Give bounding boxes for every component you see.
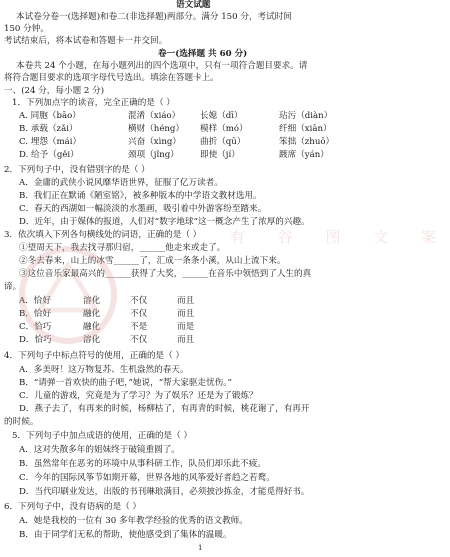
question-1-stem: 1．下列加点字的读音，完全正确的是（ ） [12,98,175,108]
q3-option-b2: 融化 [83,309,101,319]
q1-option-b3: 模样（mó） [200,124,248,134]
question-5-stem: 5．下列句子中加点成语的使用，正确的是（ ） [12,431,193,441]
q1-option-b1: B. 承载（zǎi） [19,124,78,134]
q6-option-b: B．由于同学们无私的帮助，使他感受到了集体的温暖。 [19,530,232,540]
q3-option-c2: 融化 [83,322,101,332]
volume-title: 卷一(选择题 共 60 分) [158,49,248,59]
q4-option-a: A．多美呀！这万物复苏、生机盎然的春天。 [19,365,189,375]
q1-option-a3: 长媳（dī） [200,111,243,121]
q3-option-c1: C．恰巧 [19,322,52,332]
question-4-stem: 4．下列句子中标点符号的使用，正确的是（ ） [4,351,185,361]
exam-title: 语文试题 [176,0,211,10]
q1-option-a4: 玷污（diàn） [279,111,333,121]
volume-note-1: 本卷共 24 个小题，在每小题列出的四个选项中，只有一项符合题目要求。请 [16,61,308,71]
q3-option-b1: B．恰好 [19,309,52,319]
q3-option-c3: 不是 [130,322,148,332]
q3-sentence-3: ③这位音乐家最高兴的______获得了大奖，______在音乐中领悟到了人生的真 [19,269,312,279]
q1-option-d4: 踱席（yán） [279,150,329,160]
q3-option-d4: 而且 [177,335,195,345]
q3-sentence-3-cont: 谛。 [4,282,22,292]
q3-option-d3: 不仅 [130,335,148,345]
q1-option-d3: 即使（jí） [200,150,240,160]
q1-option-b2: 横财（héng） [128,124,185,134]
intro-line-2: 150 分钟。 [4,24,49,34]
q2-option-b: B．我们正在默诵《陋室铭》，被多种版本的中学语文教材选用。 [19,191,262,201]
q2-option-d: D．近年，由于媒体的报道，人们对“数字地球”这一概念产生了浓厚的兴趣。 [19,217,310,227]
q1-option-d1: D. 给予（gěi） [19,150,79,160]
q1-option-c3: 曲折（qū） [200,137,246,147]
q1-option-a2: 混淆（xiáo） [128,111,181,121]
q3-option-a3: 不仅 [130,296,148,306]
q3-option-a1: A．恰好 [19,296,51,306]
q1-option-c4: 笨拙（zhuō） [279,137,335,147]
q3-option-d2: 溶化 [83,335,101,345]
q2-option-c: C．春天的西湖如一幅淡淡的水墨画，吸引着中外游客纷至踏来。 [19,204,267,214]
q5-option-a: A．这对失散多年的姐妹终于破镜重圆了。 [19,445,180,455]
question-6-stem: 6．下列句子中，没有语病的是（ ） [4,502,142,512]
q4-option-d: D．燕子去了，有再来的时候，杨柳枯了，有再青的时候，桃花谢了，有再开 [19,404,310,414]
q1-option-b4: 纤细（xiān） [279,124,332,134]
q1-option-a1: A. 同胞（bāo） [19,111,81,121]
q3-option-d1: D．恰巧 [19,335,52,345]
q3-option-a4: 而且 [177,296,195,306]
q1-option-d2: 颈项（jǐng） [128,150,179,160]
q5-option-d: D．当代印刷业发达，出版的书刊琳琅满目，必须披沙拣金，才能觅得好书。 [19,487,310,497]
q2-option-a: A．金庸的武侠小说风靡华语世界，征服了亿万读者。 [19,178,223,188]
q4-option-b: B．“请弹一首欢快的曲子吧，”她说，“帮大家驱走忧伤。” [19,378,232,388]
q3-option-c4: 而是 [177,322,195,332]
intro-line-1: 本试卷分卷一(选择题)和卷二(非选择题)两部分。满分 150 分，考试时间 [16,12,292,22]
q5-option-c: C．今年的国际风筝节如期开幕，世界各地的风筝爱好者趋之若鹜。 [19,473,275,483]
q4-option-d-cont: 的时候。 [4,417,39,427]
q3-sentence-2: ②冬去春来，山上的冰雪______了，汇成一条条小溪，从山上流下来。 [19,256,286,266]
q3-option-b3: 不仅 [130,309,148,319]
q1-option-c2: 兴奋（xìng） [128,137,182,147]
q3-sentence-1: ①望周天下，我去找寻那归宿，______他走来或走了。 [19,243,226,253]
q6-option-a: A．她是我校的一位有 30 多年教学经验的优秀的语文教师。 [19,516,248,526]
q3-option-a2: 溶化 [83,296,101,306]
intro-line-3: 考试结束后，将本试卷和答题卡一并交回。 [4,36,168,46]
q5-option-b: B．虽然常年在恶劣的环境中从事科研工作，队员们却乐此不疲。 [19,459,266,469]
watermark-text: 有 谷 图 文 案 [230,228,450,246]
section-heading: 一、(24 分，每小题 2 分) [4,86,105,96]
q1-option-c1: C. 埋怨（mái） [19,137,82,147]
page-number: 1 [198,544,203,552]
q3-option-b4: 而且 [177,309,195,319]
question-3-stem: 3．依次填入下列各句横线处的词语，正确的是（ ） [4,230,202,240]
q4-option-c: C．儿童的游戏，究竟是为了学习？为了娱乐？还是为了锻炼？ [19,391,258,401]
watermark-seal-icon [10,240,130,350]
volume-note-2: 将符合题目要求的选项字母代号选出。填涂在答题卡上。 [4,73,219,83]
question-2-stem: 2．下列句子中，没有错别字的是（ ） [4,165,150,175]
